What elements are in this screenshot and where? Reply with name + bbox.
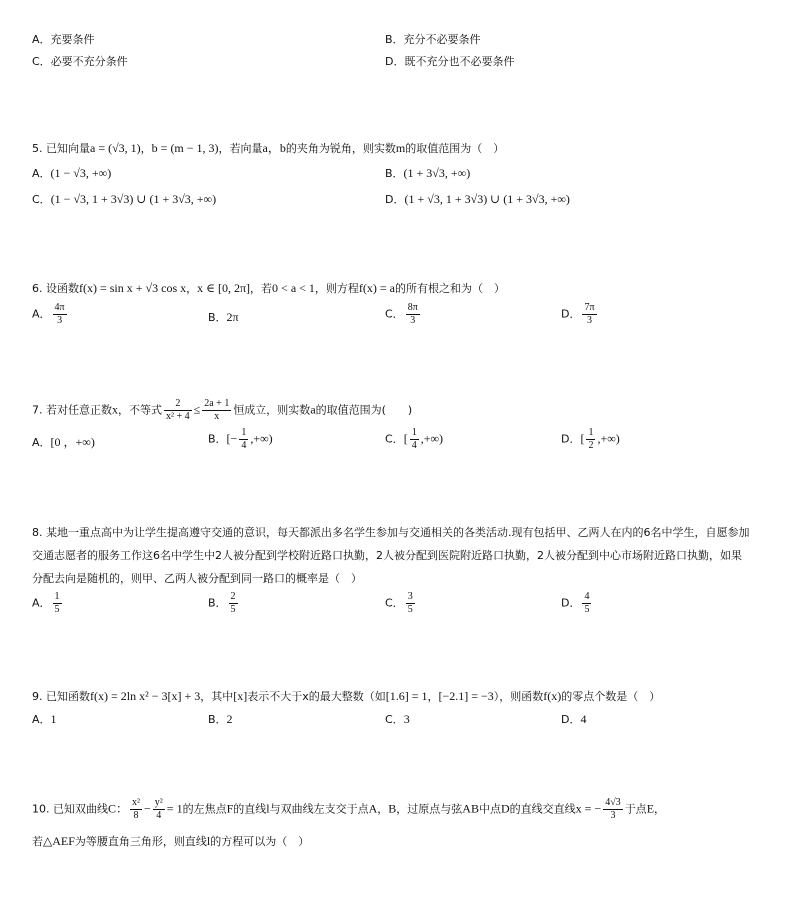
option-letter: A． (32, 307, 51, 321)
math-expr: x ∈ [0, 2π] (197, 281, 251, 295)
fraction-numerator: y² (154, 797, 163, 808)
stem-text: 5. 已知向量 (32, 142, 90, 155)
option-letter: B． (208, 596, 227, 610)
fraction-denominator: 5 (54, 604, 60, 615)
option-fraction (239, 427, 248, 452)
math-var: l (206, 834, 211, 848)
math-expr: [1.6] = 1 (385, 689, 428, 703)
q9-option-b (208, 712, 233, 727)
option-letter: C． (385, 713, 404, 726)
q5-option-c (32, 192, 216, 207)
stem-text: 9. 已知函数 (32, 690, 90, 703)
option-text: 既不充分也不必要条件 (404, 55, 515, 68)
q5-option-b (385, 166, 470, 181)
fraction-numerator: 1 (588, 427, 594, 438)
inequality-fraction-right (202, 398, 231, 423)
q8-option-c (385, 591, 417, 616)
option-letter: A． (32, 596, 51, 610)
math-var: B (388, 801, 397, 816)
fraction-numerator: 1 (411, 427, 417, 438)
option-math: [0 ，+∞) (50, 435, 95, 449)
q5-stem: 5. 已知向量a = (√3, 1)，b = (m − 1, 3)，若向量a，b的夹角为锐角，则实数m的取值范围为（ ） (32, 141, 505, 155)
option-letter: C． (385, 596, 404, 610)
option-letter: A． (32, 167, 51, 180)
option-math: 1 (50, 712, 57, 726)
q10-stem-line1 (32, 797, 665, 822)
math-var: x (112, 402, 118, 417)
fraction-denominator: x (214, 411, 220, 422)
stem-text: 为等腰直角三角形，则直线 (74, 835, 207, 848)
option-text: 充分不必要条件 (403, 33, 481, 46)
option-letter: D． (561, 432, 581, 446)
fraction-denominator: 3 (57, 315, 63, 326)
line-x-fraction (603, 797, 623, 822)
option-fraction (582, 302, 596, 327)
stem-text: ， (654, 802, 666, 816)
q9-option-a (32, 712, 57, 727)
fraction-numerator: 2 (164, 398, 192, 411)
option-text: 充要条件 (50, 33, 95, 46)
stem-text: 的取值范围为（ ） (405, 142, 505, 155)
math-expr: 0 < a < 1 (272, 281, 315, 295)
math-var: A (368, 801, 378, 816)
option-fraction (229, 591, 238, 616)
q5-option-a (32, 166, 111, 181)
stem-text: 的夹角为锐角，则实数 (285, 142, 396, 155)
fraction-numerator: 7π (584, 302, 595, 313)
math-expr: a = (√3, 1) (90, 141, 141, 155)
math-var: a (310, 402, 316, 417)
q6-option-a (32, 302, 69, 327)
fraction-numerator: 2a + 1 (204, 398, 230, 409)
q8-option-a (32, 591, 64, 616)
math-expr: f(x) = sin x + √3 cos x (79, 281, 187, 295)
fraction-denominator: 3 (587, 315, 593, 326)
option-math: 2 (226, 712, 233, 726)
q4-option-a (32, 33, 95, 47)
option-letter: B． (208, 713, 227, 726)
fraction-denominator: 3 (610, 810, 616, 821)
option-letter: A． (32, 713, 51, 726)
stem-text: 表示不大于x的最大整数（如 (247, 690, 386, 703)
stem-text: 若 (32, 835, 43, 848)
math-expr: [x] (233, 689, 248, 703)
q8-option-d (561, 591, 593, 616)
stem-text: 中点 (478, 802, 501, 816)
stem-text: 的直线交直线 (509, 802, 576, 816)
math-var: C： (108, 801, 129, 816)
inequality-fraction-left (164, 398, 192, 423)
option-math: (1 + 3√3, +∞) (403, 166, 471, 180)
q7-stem (32, 398, 412, 423)
math-expr: △AEF (43, 834, 75, 848)
fraction-numerator: 1 (241, 427, 247, 438)
q4-option-b (385, 33, 481, 47)
math-var: F (226, 801, 234, 816)
math-expr: f(x) = 2ln x² − 3[x] + 3 (90, 689, 201, 703)
stem-text: 的方程可以为（ ） (210, 835, 310, 848)
option-fraction (582, 591, 591, 616)
option-letter: D． (385, 55, 405, 68)
fraction-denominator: 8 (133, 810, 139, 821)
option-fraction (586, 427, 595, 452)
option-math: 3 (403, 712, 410, 726)
option-fraction (406, 302, 420, 327)
stem-text: ，不等式 (118, 403, 162, 417)
hyperbola-y-term (153, 797, 165, 822)
math-var: l (266, 801, 270, 816)
option-math: ,+∞) (250, 431, 273, 446)
stem-text: 恒成立，则实数 (233, 403, 311, 417)
option-math: (1 + √3, 1 + 3√3) ∪ (1 + 3√3, +∞) (404, 192, 570, 206)
stem-text: 10. 已知双曲线 (32, 802, 108, 816)
q7-option-b (208, 427, 273, 452)
math-expr: a，b (262, 141, 286, 155)
stem-text: ， (377, 802, 389, 816)
stem-text: ，过原点与弦 (396, 802, 463, 816)
math-var: E (646, 801, 655, 816)
fraction-numerator: 8π (407, 302, 418, 313)
option-fraction (410, 427, 419, 452)
option-math: 4 (580, 712, 587, 726)
q6-option-c (385, 302, 422, 327)
stem-text: ，若 (250, 282, 273, 295)
q6-option-b (208, 310, 239, 325)
stem-text: ，则方程 (314, 282, 359, 295)
fraction-numerator: 1 (54, 591, 60, 602)
math-var: D (500, 801, 510, 816)
stem-text: 的直线 (233, 802, 267, 816)
option-math: [− (226, 431, 238, 446)
math-op: − (144, 801, 151, 816)
option-fraction (53, 591, 62, 616)
option-letter: D． (385, 193, 405, 206)
option-math: 2π (226, 310, 239, 324)
option-letter: C． (385, 307, 404, 321)
stem-text: ，其中 (200, 690, 234, 703)
option-letter: B． (385, 167, 404, 180)
math-var: m (395, 141, 406, 155)
option-letter: D． (561, 307, 581, 321)
option-math: (1 − √3, +∞) (50, 166, 112, 180)
fraction-denominator: 2 (588, 440, 594, 451)
math-var: AB (462, 801, 479, 816)
stem-text: 与双曲线左支交于点 (269, 802, 369, 816)
option-math: [ (580, 431, 585, 446)
stem-text: 的所有根之和为（ ） (395, 282, 506, 295)
option-letter: C． (32, 193, 51, 206)
leq-symbol: ≤ (193, 402, 201, 417)
math-expr: = 1 (166, 801, 183, 816)
option-letter: B． (208, 311, 227, 324)
fraction-numerator: 2 (230, 591, 236, 602)
q7-option-c (385, 427, 443, 452)
option-letter: A． (32, 436, 51, 449)
option-letter: C． (385, 432, 404, 446)
option-letter: B． (208, 432, 227, 446)
fraction-denominator: 4 (241, 440, 247, 451)
option-letter: D． (561, 596, 581, 610)
stem-text: ， (427, 690, 439, 703)
stem-text: 的取值范围为( ) (315, 403, 413, 417)
q7-option-a (32, 435, 95, 450)
math-expr: f(x) = a (358, 281, 396, 295)
fraction-denominator: 5 (584, 604, 590, 615)
fraction-denominator: 3 (410, 315, 416, 326)
q7-option-d (561, 427, 620, 452)
math-expr: b = (m − 1, 3) (151, 141, 219, 155)
option-fraction (53, 302, 67, 327)
stem-text: 的左焦点 (182, 802, 227, 816)
q5-option-d (385, 192, 570, 207)
option-math: ,+∞) (420, 431, 444, 446)
q8-stem: 8. 某地一重点高中为让学生提高遵守交通的意识，每天都派出多名学生参加与交通相关的各类活动.现有包括甲、乙两人在内的6名中学生，自愿参加交通志愿者的服务工作这6名中学生中2人被分配到学校附近路口执勤，2人被分配到医院附近路口执勤，2人被分配到中心市场附近路口执勤，如果分配去向是随机的，则甲、乙两人被分配到同一路口的概率是（ ） (32, 526, 750, 585)
option-fraction (406, 591, 415, 616)
stem-text: 7. 若对任意正数 (32, 403, 112, 417)
option-letter: A． (32, 33, 51, 46)
option-letter: B． (385, 33, 404, 46)
fraction-numerator: 3 (407, 591, 413, 602)
q6-option-d (561, 302, 599, 327)
option-text: 必要不充分条件 (50, 55, 128, 68)
fraction-numerator: x² (132, 797, 141, 808)
fraction-numerator: 4π (54, 302, 65, 313)
option-math: (1 − √3, 1 + 3√3) ∪ (1 + 3√3, +∞) (50, 192, 217, 206)
fraction-denominator: 5 (230, 604, 236, 615)
math-expr: f(x) (543, 689, 562, 703)
fraction-denominator: x² + 4 (166, 411, 190, 422)
option-letter: C． (32, 55, 51, 68)
option-letter: D． (561, 713, 581, 726)
stem-text: 于点 (624, 802, 647, 816)
q9-option-d (561, 712, 586, 727)
q9-stem (32, 689, 660, 704)
stem-text: ），则函数 (493, 690, 544, 703)
q9-option-c (385, 712, 410, 727)
math-expr: x = − (575, 801, 602, 816)
hyperbola-x-term (130, 797, 142, 822)
q4-option-d (385, 55, 514, 69)
fraction-numerator: 4 (584, 591, 590, 602)
q4-option-c (32, 55, 128, 69)
fraction-numerator: 4√3 (605, 797, 621, 808)
option-math: [ (403, 431, 408, 446)
stem-text: 6. 设函数 (32, 282, 79, 295)
q10-stem-line2 (32, 834, 309, 849)
q6-stem: 6. 设函数f(x) = sin x + √3 cos x，x ∈ [0, 2π]，若0 < a < 1，则方程f(x) = a的所有根之和为（ ） (32, 281, 506, 295)
fraction-denominator: 4 (156, 810, 162, 821)
fraction-denominator: 4 (411, 440, 417, 451)
option-math: ,+∞) (597, 431, 620, 446)
stem-text: ，若向量 (218, 142, 263, 155)
fraction-denominator: 5 (407, 604, 413, 615)
q8-option-b (208, 591, 240, 616)
stem-text: 的零点个数是（ ） (561, 690, 661, 703)
math-expr: [−2.1] = −3 (438, 689, 494, 703)
